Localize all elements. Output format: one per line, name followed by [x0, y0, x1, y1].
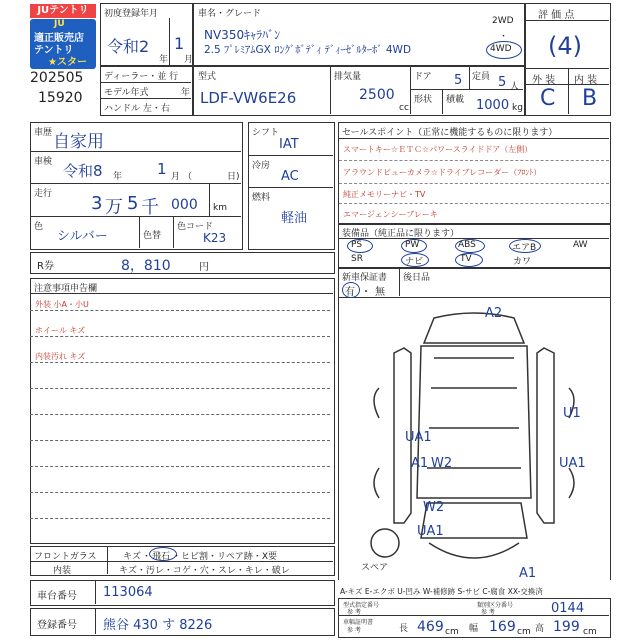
sales-point-1: スマートキー☆ＥＴＣ☆パワースライドドア（左側）: [343, 145, 533, 154]
height-label: 高: [535, 624, 545, 634]
recycle-box: [30, 252, 335, 274]
ref-label-3: 参 考: [347, 627, 361, 634]
inspection-month: 1: [157, 160, 167, 178]
first-reg-box: [100, 3, 193, 66]
equip-abs: ABS: [458, 240, 476, 250]
interior-cond-label: 内装: [53, 566, 72, 576]
displacement-value: 2500: [359, 87, 395, 103]
car-name: NV350ｷｬﾗﾊﾞﾝ: [204, 28, 281, 42]
note-line-1: 外装 小A・小U: [35, 300, 89, 309]
type-value: LDF-VW6E26: [200, 89, 297, 107]
grade-label: 評 価 点: [538, 10, 575, 21]
plate-value: 熊谷 430 す 8226: [103, 618, 213, 633]
front-glass-opt3: 飛石: [152, 552, 171, 562]
fuel-label: 燃料: [252, 193, 271, 203]
aircon-label: 冷房: [252, 161, 271, 171]
mileage-value-b: 5: [127, 193, 139, 214]
dealer-box: [100, 66, 193, 116]
capacity-unit: 人: [510, 82, 520, 92]
first-reg-label: 初度登録年月: [104, 9, 159, 19]
equip-leather: カワ: [513, 257, 532, 267]
warranty-yes: 有: [345, 287, 355, 298]
load-value: 1000: [476, 98, 510, 113]
type-designation-value: 0144: [551, 601, 585, 616]
inspection-day-unit: 日): [227, 172, 240, 182]
recycle-value: 8，810: [121, 258, 171, 274]
width-label: 幅: [469, 624, 479, 634]
front-glass-opt2: ・: [142, 552, 152, 562]
mileage-value-c: 000: [171, 197, 198, 213]
first-reg-year-unit: 年: [159, 55, 169, 65]
recycle-label: R券: [37, 261, 54, 272]
damage-mark-ua1-rear: UA1: [417, 524, 444, 539]
damage-mark-w2-left: W2: [431, 456, 453, 471]
chassis-label: 車台番号: [37, 591, 77, 602]
aircon-value: AC: [281, 169, 299, 184]
shift-value: IAT: [279, 137, 299, 152]
front-glass-opt4: ・ヒビ割・リペア跡・X要: [172, 552, 277, 562]
damage-mark-a2: A2: [485, 306, 503, 321]
sales-point-3: 純正メモリーナビ・TV: [343, 190, 426, 199]
inspection-month-unit: 月: [171, 172, 181, 182]
damage-mark-a1-left: A1: [411, 456, 429, 471]
drive-4wd: 4WD: [490, 44, 512, 54]
spec-column-box: [248, 122, 335, 250]
damage-mark-w2-rear: W2: [423, 500, 445, 515]
note-line-2: ホイール キズ: [35, 326, 86, 335]
notes-box: [30, 278, 335, 544]
sales-point-2: アラウンドビューカメラ☆ドライブレコーダー（ﾌﾛﾝﾄ）: [343, 168, 542, 177]
equipment-box: [338, 224, 611, 268]
chassis-box: [30, 580, 335, 606]
type-designation-label: 型式指定番号: [343, 602, 380, 609]
damage-mark-a1-rear: A1: [519, 566, 537, 581]
damage-mark-u1: U1: [563, 406, 581, 421]
notes-label: 注意事項申告欄: [34, 284, 98, 294]
inspection-era: 令和8: [63, 162, 103, 180]
stock-number-box: [26, 68, 100, 116]
drive-2wd: 2WD: [492, 16, 514, 26]
ju-mark-text: JU: [54, 19, 65, 29]
damage-legend: A-キズ E-エクボ U-凹み W-補修跡 S-サビ C-腐食 XX-交換済: [340, 587, 543, 596]
handle-label: ハンドル 左・右: [104, 104, 170, 114]
model-year-label: モデル年式: [104, 88, 149, 98]
inspection-day-open: （: [183, 172, 193, 182]
equipment-label: 装備品（純正品に限ります）: [342, 229, 460, 239]
ref-label-1: 参 考: [347, 609, 361, 616]
chassis-value: 113064: [103, 585, 153, 600]
grade-box: [525, 3, 611, 116]
later-label: 後日品: [403, 273, 431, 283]
spare-label: スペア: [361, 563, 389, 573]
length-value: 469: [417, 619, 444, 635]
first-reg-era: 令和2: [107, 37, 150, 56]
width-cert-label: 車幅証明書: [343, 619, 374, 626]
inspection-label: 車検: [34, 157, 53, 167]
damage-mark-ua1-right: UA1: [559, 456, 586, 471]
logo-box: [26, 2, 100, 68]
car-spec-box: [193, 66, 525, 116]
warranty-box: [338, 268, 611, 298]
doors-value: 5: [454, 73, 463, 88]
equip-navi: ナビ: [405, 257, 424, 267]
note-line-3: 内装汚れ キズ: [35, 352, 86, 361]
mileage-unit: km: [213, 203, 227, 213]
doors-label: ドア: [414, 72, 432, 82]
height-value: 199: [553, 619, 580, 635]
category-label: 類別区分番号: [477, 602, 514, 609]
width-value: 169: [489, 619, 516, 635]
history-box: [30, 122, 243, 250]
car-grade: 2.5 ﾌﾟﾚﾐｱﾑGX ﾛﾝｸﾞﾎﾞﾃﾞｨ ﾃﾞｨｰｾﾞﾙﾀｰﾎﾞ 4WD: [204, 44, 412, 56]
first-reg-month-unit: 月: [184, 55, 194, 65]
plate-box: [30, 608, 335, 636]
vehicle-diagram: [339, 298, 609, 580]
damage-mark-ua1-left: UA1: [405, 430, 432, 445]
brand-line1: 適正販売店: [34, 33, 84, 44]
mileage-unit-b: 千: [141, 197, 159, 218]
car-name-box: [193, 3, 525, 66]
warranty-no: 無: [375, 287, 385, 298]
fuel-value: 軽油: [281, 211, 308, 226]
equip-pw: PW: [405, 240, 420, 250]
mileage-unit-a: 万: [105, 197, 123, 218]
equip-tv: TV: [460, 254, 472, 264]
interior-grade: B: [582, 86, 598, 111]
shape-label: 形状: [414, 95, 433, 105]
type-label: 型式: [198, 72, 217, 82]
equip-ps: PS: [351, 240, 363, 250]
front-glass-label: フロントガラス: [34, 552, 97, 562]
damage-map-box: [338, 298, 611, 580]
usage-label: 車歴: [34, 128, 53, 138]
displacement-unit: cc: [399, 103, 409, 113]
color-code: K23: [203, 231, 227, 245]
displacement-label: 排気量: [334, 72, 362, 82]
car-name-label: 車名・グレード: [198, 9, 262, 19]
mileage-value-a: 3: [91, 193, 103, 214]
model-year-unit: 年: [181, 88, 191, 98]
exterior-grade: C: [540, 86, 556, 111]
equip-aw: AW: [573, 240, 588, 250]
load-unit: kg: [512, 103, 523, 113]
dealer-label: ディーラー・並 行: [104, 72, 179, 82]
brand-line2: テントリ: [34, 45, 74, 56]
capacity-value: 5: [498, 75, 507, 90]
sales-points-box: [338, 122, 611, 224]
capacity-label: 定員: [472, 72, 491, 82]
height-unit: cm: [583, 627, 597, 637]
color-label: 色: [34, 222, 44, 232]
ref-label-2: 参 考: [481, 609, 495, 616]
length-label: 長: [399, 624, 409, 634]
load-label: 積載: [446, 95, 465, 105]
stock-no-line1: 202505: [30, 70, 84, 86]
color-code-label: 色コード: [177, 222, 214, 232]
sales-point-4: エマージェンシーブレーキ: [343, 210, 438, 219]
interior-cond-value: キズ・汚レ・コゲ・穴・スレ・キレ・破レ: [119, 566, 290, 576]
length-unit: cm: [445, 627, 459, 637]
usage-value: 自家用: [53, 132, 104, 152]
equip-airb: エアB: [512, 243, 537, 253]
recycle-unit: 円: [199, 262, 209, 273]
sales-points-label: セールスポイント（正常に機能するものに限ります）: [342, 128, 558, 138]
stock-no-line2: 15920: [38, 90, 83, 106]
drive-sep: ・: [499, 32, 509, 42]
front-glass-opt1: キズ: [123, 552, 141, 562]
color-value: シルバー: [57, 229, 108, 244]
exterior-label: 外 装: [532, 75, 556, 86]
codes-box: [338, 598, 611, 638]
width-unit: cm: [517, 627, 531, 637]
glass-box: [30, 546, 335, 576]
warranty-sep: ・: [361, 287, 371, 298]
interior-label: 内 装: [574, 75, 598, 86]
mileage-label: 走行: [34, 189, 53, 199]
inspection-year-unit: 年: [113, 172, 123, 182]
grade-score: (4): [548, 32, 582, 60]
first-reg-month: 1: [174, 34, 185, 53]
color-replace-label: 色替: [143, 231, 162, 241]
warranty-label: 新車保証書: [342, 273, 388, 283]
equip-sr: SR: [351, 254, 363, 264]
plate-label: 登録番号: [37, 620, 77, 631]
top-logo: JUテントリ: [30, 4, 96, 18]
shift-label: シフト: [252, 128, 280, 138]
brand-line3: ★スター: [48, 57, 87, 68]
